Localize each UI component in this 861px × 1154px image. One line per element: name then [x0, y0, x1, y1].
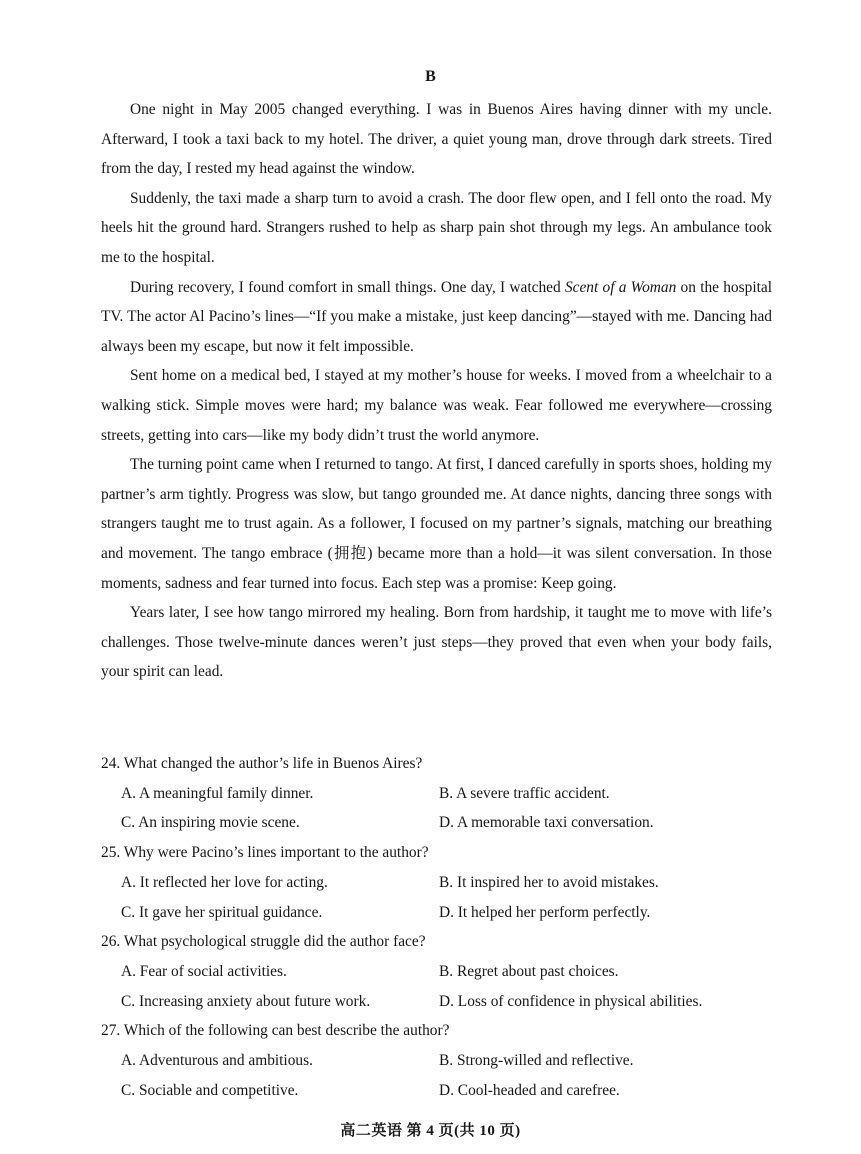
question-stem: 27. Which of the following can best describe the author? [101, 1022, 450, 1040]
question-25 [101, 838, 781, 927]
option-a: A. Fear of social activities. [121, 962, 287, 980]
options-row [101, 1046, 781, 1076]
option-c: C. Increasing anxiety about future work. [121, 992, 371, 1010]
page-footer: 高二英语 第 4 页(共 10 页) [340, 1123, 521, 1139]
option-a: A. It reflected her love for acting. [121, 873, 328, 891]
movie-title: Scent of a Woman [564, 278, 677, 296]
reading-passage [101, 95, 772, 687]
question-26 [101, 927, 781, 1016]
option-b: B. A severe traffic accident. [439, 784, 610, 802]
passage-paragraph-4: Sent home on a medical bed, I stayed at my mother’s house for weeks. I moved from a wheelchair to a walking stick. Simple moves were hard; my balance was weak. Fear followed me everywhere—crossing streets, getting into cars—like my body didn’t trust the world anymore. [101, 367, 772, 444]
question-stem: 25. Why were Pacino’s lines important to the author? [101, 844, 429, 862]
options-row [101, 987, 781, 1017]
option-c: C. Sociable and competitive. [121, 1081, 299, 1099]
option-a: A. A meaningful family dinner. [121, 784, 314, 802]
question-27 [101, 1016, 781, 1105]
options-row [101, 898, 781, 928]
passage-paragraph-1: One night in May 2005 changed everything. I was in Buenos Aires having dinner with my uncle. Afterward, I took a taxi back to my hotel. The driver, a quiet young man, drove through dark streets. Tired from the day, I rested my head against the window. [101, 101, 772, 178]
option-d: D. Cool-headed and carefree. [439, 1081, 620, 1099]
passage-paragraph-3 [101, 273, 772, 362]
option-c: C. An inspiring movie scene. [121, 814, 300, 832]
options-row [101, 1076, 781, 1106]
option-d: D. Loss of confidence in physical abilities. [439, 992, 703, 1010]
option-b: B. Strong-willed and reflective. [439, 1052, 634, 1070]
passage-paragraph-2: Suddenly, the taxi made a sharp turn to avoid a crash. The door flew open, and I fell onto the road. My heels hit the ground hard. Strangers rushed to help as sharp pain shot through my legs. An ambulance took me to the hospital. [101, 189, 772, 266]
option-d: D. It helped her perform perfectly. [439, 903, 651, 921]
options-row [101, 957, 781, 987]
question-24 [101, 749, 781, 838]
options-row [101, 779, 781, 809]
passage-paragraph-6: Years later, I see how tango mirrored my healing. Born from hardship, it taught me to move with life’s challenges. Those twelve-minute dances weren’t just steps—they proved that even when your body fails, your spirit can lead. [101, 604, 772, 681]
section-letter: B [425, 68, 436, 85]
option-d: D. A memorable taxi conversation. [439, 814, 654, 832]
question-list [101, 749, 781, 1105]
option-c: C. It gave her spiritual guidance. [121, 903, 323, 921]
options-row [101, 868, 781, 898]
question-stem: 26. What psychological struggle did the author face? [101, 933, 426, 951]
option-a: A. Adventurous and ambitious. [121, 1052, 313, 1070]
question-stem: 24. What changed the author’s life in Buenos Aires? [101, 755, 423, 772]
option-b: B. Regret about past choices. [439, 962, 619, 980]
paragraph-3-text-after: on the hospital TV. The actor Al Pacino’s lines—“If you make a mistake, just keep dancing”—stayed with me. Dancing had always been my escape, but now it felt impossible. [101, 278, 772, 355]
paragraph-3-text-before: During recovery, I found comfort in small things. One day, I watched [130, 278, 565, 296]
options-row [101, 808, 781, 838]
option-b: B. It inspired her to avoid mistakes. [439, 873, 659, 891]
passage-paragraph-5: The turning point came when I returned to tango. At first, I danced carefully in sports shoes, holding my partner’s arm tightly. Progress was slow, but tango grounded me. At dance nights, dancing three songs with strangers taught me to trust again. As a follower, I focused on my partner’s signals, matching our breathing and movement. The tango embrace (拥抱) became more than a hold—it was silent conversation. In those moments, sadness and fear turned into focus. Each step was a promise: Keep going. [101, 456, 772, 592]
